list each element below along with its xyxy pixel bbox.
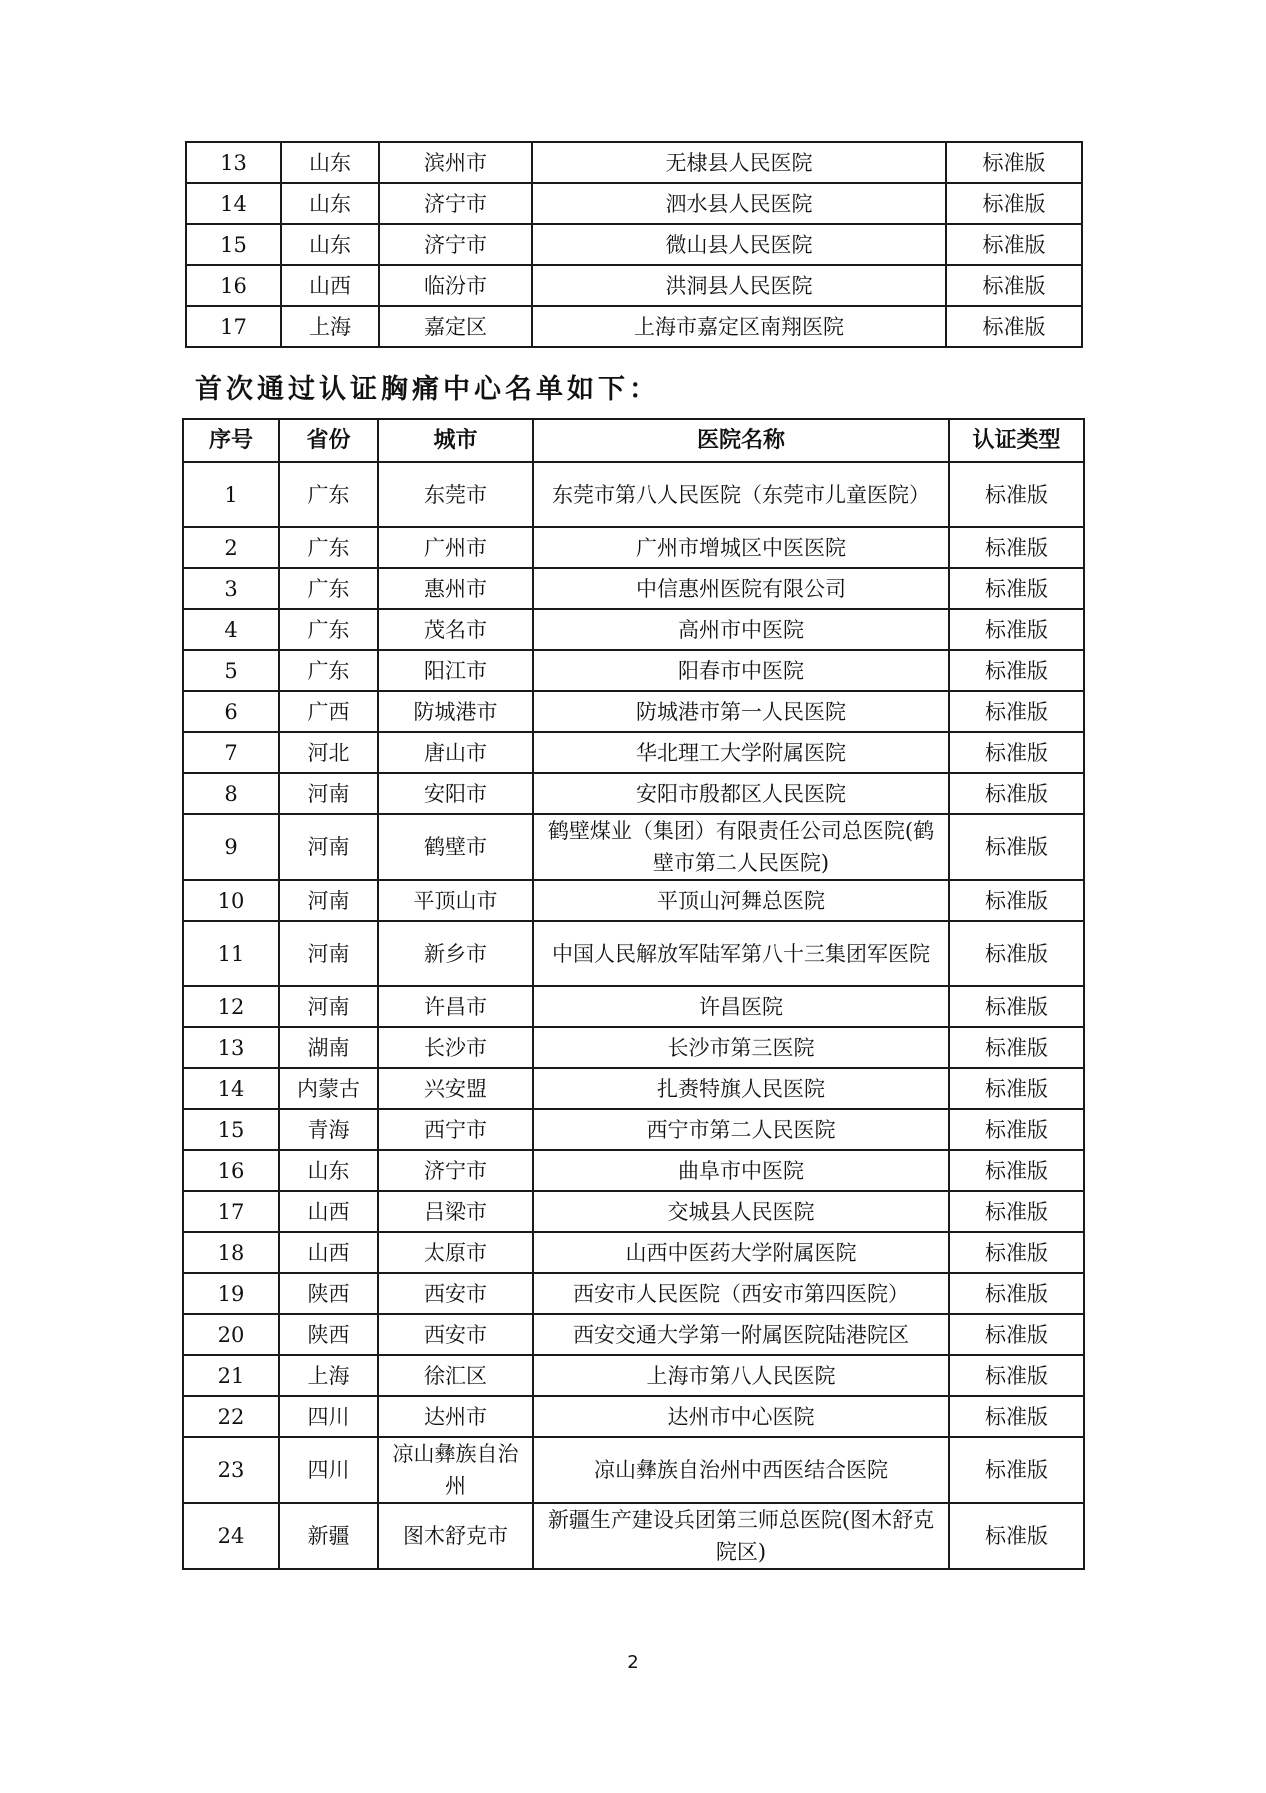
province: 四川 — [279, 1396, 378, 1437]
province: 青海 — [279, 1109, 378, 1150]
table-header — [183, 419, 1084, 462]
city: 阳江市 — [378, 650, 533, 691]
table-row — [183, 880, 1084, 921]
header-certification-type: 认证类型 — [949, 419, 1084, 462]
hospital-name: 西宁市第二人民医院 — [533, 1109, 949, 1150]
table-row — [183, 568, 1084, 609]
page-number: 2 — [627, 1652, 639, 1673]
row-number: 17 — [183, 1191, 279, 1232]
certification-type: 标准版 — [949, 691, 1084, 732]
certification-type: 标准版 — [949, 1503, 1084, 1569]
city: 滨州市 — [379, 142, 532, 183]
certification-type: 标准版 — [949, 921, 1084, 986]
province: 山西 — [279, 1191, 378, 1232]
province: 广东 — [279, 609, 378, 650]
hospital-name: 新疆生产建设兵团第三师总医院(图木舒克院区) — [533, 1503, 949, 1569]
table-row — [186, 265, 1082, 306]
table-row — [183, 986, 1084, 1027]
certification-type: 标准版 — [949, 986, 1084, 1027]
hospital-name: 平顶山河舞总医院 — [533, 880, 949, 921]
certification-type: 标准版 — [949, 1396, 1084, 1437]
city: 平顶山市 — [378, 880, 533, 921]
continued-table-body — [186, 142, 1082, 347]
certification-type: 标准版 — [949, 650, 1084, 691]
certification-type: 标准版 — [949, 1437, 1084, 1503]
province: 山东 — [281, 142, 379, 183]
table-row — [183, 650, 1084, 691]
row-number: 10 — [183, 880, 279, 921]
province: 广西 — [279, 691, 378, 732]
city: 兴安盟 — [378, 1068, 533, 1109]
certification-type: 标准版 — [949, 1109, 1084, 1150]
province: 上海 — [279, 1355, 378, 1396]
province: 山东 — [279, 1150, 378, 1191]
table-row — [186, 183, 1082, 224]
row-number: 18 — [183, 1232, 279, 1273]
row-number: 6 — [183, 691, 279, 732]
province: 广东 — [279, 527, 378, 568]
hospital-name: 中国人民解放军陆军第八十三集团军医院 — [533, 921, 949, 986]
table-row — [183, 1068, 1084, 1109]
table-row — [183, 732, 1084, 773]
header-number: 序号 — [183, 419, 279, 462]
header-city: 城市 — [378, 419, 533, 462]
city: 防城港市 — [378, 691, 533, 732]
row-number: 13 — [183, 1027, 279, 1068]
certified-hospital-table — [182, 418, 1085, 1570]
city: 安阳市 — [378, 773, 533, 814]
hospital-name: 长沙市第三医院 — [533, 1027, 949, 1068]
header-province: 省份 — [279, 419, 378, 462]
section-heading: 首次通过认证胸痛中心名单如下： — [195, 374, 660, 405]
table-row — [183, 691, 1084, 732]
city: 茂名市 — [378, 609, 533, 650]
table-row — [183, 921, 1084, 986]
city: 达州市 — [378, 1396, 533, 1437]
city: 嘉定区 — [379, 306, 532, 347]
hospital-name: 高州市中医院 — [533, 609, 949, 650]
city: 惠州市 — [378, 568, 533, 609]
table-row — [183, 814, 1084, 880]
row-number: 2 — [183, 527, 279, 568]
table-row — [183, 609, 1084, 650]
header-hospital-name: 医院名称 — [533, 419, 949, 462]
hospital-name: 微山县人民医院 — [532, 224, 946, 265]
row-number: 7 — [183, 732, 279, 773]
hospital-name: 达州市中心医院 — [533, 1396, 949, 1437]
certification-type: 标准版 — [949, 1314, 1084, 1355]
province: 山东 — [281, 224, 379, 265]
province: 河南 — [279, 880, 378, 921]
table-row — [183, 1232, 1084, 1273]
province: 山西 — [279, 1232, 378, 1273]
hospital-name: 西安市人民医院（西安市第四医院） — [533, 1273, 949, 1314]
province: 河南 — [279, 986, 378, 1027]
certification-type: 标准版 — [946, 224, 1082, 265]
table-row — [183, 527, 1084, 568]
table-row — [183, 1027, 1084, 1068]
row-number: 24 — [183, 1503, 279, 1569]
city: 广州市 — [378, 527, 533, 568]
row-number: 21 — [183, 1355, 279, 1396]
row-number: 22 — [183, 1396, 279, 1437]
row-number: 12 — [183, 986, 279, 1027]
province: 内蒙古 — [279, 1068, 378, 1109]
row-number: 14 — [186, 183, 281, 224]
header-row — [183, 419, 1084, 462]
hospital-name: 中信惠州医院有限公司 — [533, 568, 949, 609]
table-row — [183, 1314, 1084, 1355]
certification-type: 标准版 — [946, 183, 1082, 224]
certification-type: 标准版 — [949, 1232, 1084, 1273]
province: 河南 — [279, 773, 378, 814]
city: 东莞市 — [378, 462, 533, 527]
hospital-name: 安阳市殷都区人民医院 — [533, 773, 949, 814]
city: 临汾市 — [379, 265, 532, 306]
hospital-name: 曲阜市中医院 — [533, 1150, 949, 1191]
city: 西安市 — [378, 1314, 533, 1355]
province: 河南 — [279, 921, 378, 986]
city: 太原市 — [378, 1232, 533, 1273]
hospital-name: 凉山彝族自治州中西医结合医院 — [533, 1437, 949, 1503]
hospital-name: 广州市增城区中医医院 — [533, 527, 949, 568]
hospital-name: 东莞市第八人民医院（东莞市儿童医院） — [533, 462, 949, 527]
hospital-name: 扎赉特旗人民医院 — [533, 1068, 949, 1109]
province: 广东 — [279, 462, 378, 527]
certification-type: 标准版 — [949, 1150, 1084, 1191]
city: 济宁市 — [378, 1150, 533, 1191]
city: 济宁市 — [379, 224, 532, 265]
province: 陕西 — [279, 1314, 378, 1355]
table-row — [183, 1503, 1084, 1569]
certification-type: 标准版 — [949, 609, 1084, 650]
certification-type: 标准版 — [949, 1191, 1084, 1232]
row-number: 11 — [183, 921, 279, 986]
city: 许昌市 — [378, 986, 533, 1027]
certification-type: 标准版 — [949, 527, 1084, 568]
certification-type: 标准版 — [949, 1273, 1084, 1314]
certification-type: 标准版 — [949, 880, 1084, 921]
hospital-name: 洪洞县人民医院 — [532, 265, 946, 306]
province: 河北 — [279, 732, 378, 773]
row-number: 1 — [183, 462, 279, 527]
table-row — [186, 306, 1082, 347]
row-number: 13 — [186, 142, 281, 183]
table-row — [183, 1150, 1084, 1191]
continued-hospital-table — [185, 141, 1083, 348]
row-number: 15 — [183, 1109, 279, 1150]
province: 河南 — [279, 814, 378, 880]
city: 唐山市 — [378, 732, 533, 773]
certification-type: 标准版 — [946, 142, 1082, 183]
table-body — [183, 462, 1084, 1569]
city: 鹤壁市 — [378, 814, 533, 880]
hospital-name: 上海市第八人民医院 — [533, 1355, 949, 1396]
row-number: 16 — [186, 265, 281, 306]
row-number: 23 — [183, 1437, 279, 1503]
city: 济宁市 — [379, 183, 532, 224]
city: 徐汇区 — [378, 1355, 533, 1396]
province: 上海 — [281, 306, 379, 347]
province: 广东 — [279, 650, 378, 691]
hospital-name: 华北理工大学附属医院 — [533, 732, 949, 773]
hospital-name: 无棣县人民医院 — [532, 142, 946, 183]
certification-type: 标准版 — [946, 306, 1082, 347]
row-number: 19 — [183, 1273, 279, 1314]
table-row — [183, 1191, 1084, 1232]
table-row — [183, 1437, 1084, 1503]
table-row — [186, 224, 1082, 265]
table-row — [183, 1273, 1084, 1314]
city: 吕梁市 — [378, 1191, 533, 1232]
hospital-name: 鹤壁煤业（集团）有限责任公司总医院(鹤壁市第二人民医院) — [533, 814, 949, 880]
table-row — [183, 1396, 1084, 1437]
certification-type: 标准版 — [949, 773, 1084, 814]
table-row — [183, 462, 1084, 527]
table-row — [186, 142, 1082, 183]
certification-type: 标准版 — [949, 732, 1084, 773]
hospital-name: 山西中医药大学附属医院 — [533, 1232, 949, 1273]
row-number: 17 — [186, 306, 281, 347]
row-number: 9 — [183, 814, 279, 880]
city: 新乡市 — [378, 921, 533, 986]
province: 陕西 — [279, 1273, 378, 1314]
certification-type: 标准版 — [949, 568, 1084, 609]
certification-type: 标准版 — [949, 1355, 1084, 1396]
hospital-name: 上海市嘉定区南翔医院 — [532, 306, 946, 347]
row-number: 3 — [183, 568, 279, 609]
province: 四川 — [279, 1437, 378, 1503]
table-row — [183, 773, 1084, 814]
city: 凉山彝族自治州 — [378, 1437, 533, 1503]
certification-type: 标准版 — [949, 1027, 1084, 1068]
city: 图木舒克市 — [378, 1503, 533, 1569]
row-number: 8 — [183, 773, 279, 814]
city: 长沙市 — [378, 1027, 533, 1068]
row-number: 5 — [183, 650, 279, 691]
row-number: 14 — [183, 1068, 279, 1109]
province: 湖南 — [279, 1027, 378, 1068]
certification-type: 标准版 — [949, 814, 1084, 880]
certification-type: 标准版 — [949, 1068, 1084, 1109]
hospital-name: 阳春市中医院 — [533, 650, 949, 691]
row-number: 20 — [183, 1314, 279, 1355]
certification-type: 标准版 — [946, 265, 1082, 306]
hospital-name: 许昌医院 — [533, 986, 949, 1027]
row-number: 15 — [186, 224, 281, 265]
hospital-name: 交城县人民医院 — [533, 1191, 949, 1232]
province: 广东 — [279, 568, 378, 609]
row-number: 16 — [183, 1150, 279, 1191]
row-number: 4 — [183, 609, 279, 650]
table-row — [183, 1109, 1084, 1150]
city: 西宁市 — [378, 1109, 533, 1150]
hospital-name: 防城港市第一人民医院 — [533, 691, 949, 732]
hospital-name: 西安交通大学第一附属医院陆港院区 — [533, 1314, 949, 1355]
province: 山东 — [281, 183, 379, 224]
hospital-name: 泗水县人民医院 — [532, 183, 946, 224]
province: 新疆 — [279, 1503, 378, 1569]
table-row — [183, 1355, 1084, 1396]
certification-type: 标准版 — [949, 462, 1084, 527]
province: 山西 — [281, 265, 379, 306]
city: 西安市 — [378, 1273, 533, 1314]
